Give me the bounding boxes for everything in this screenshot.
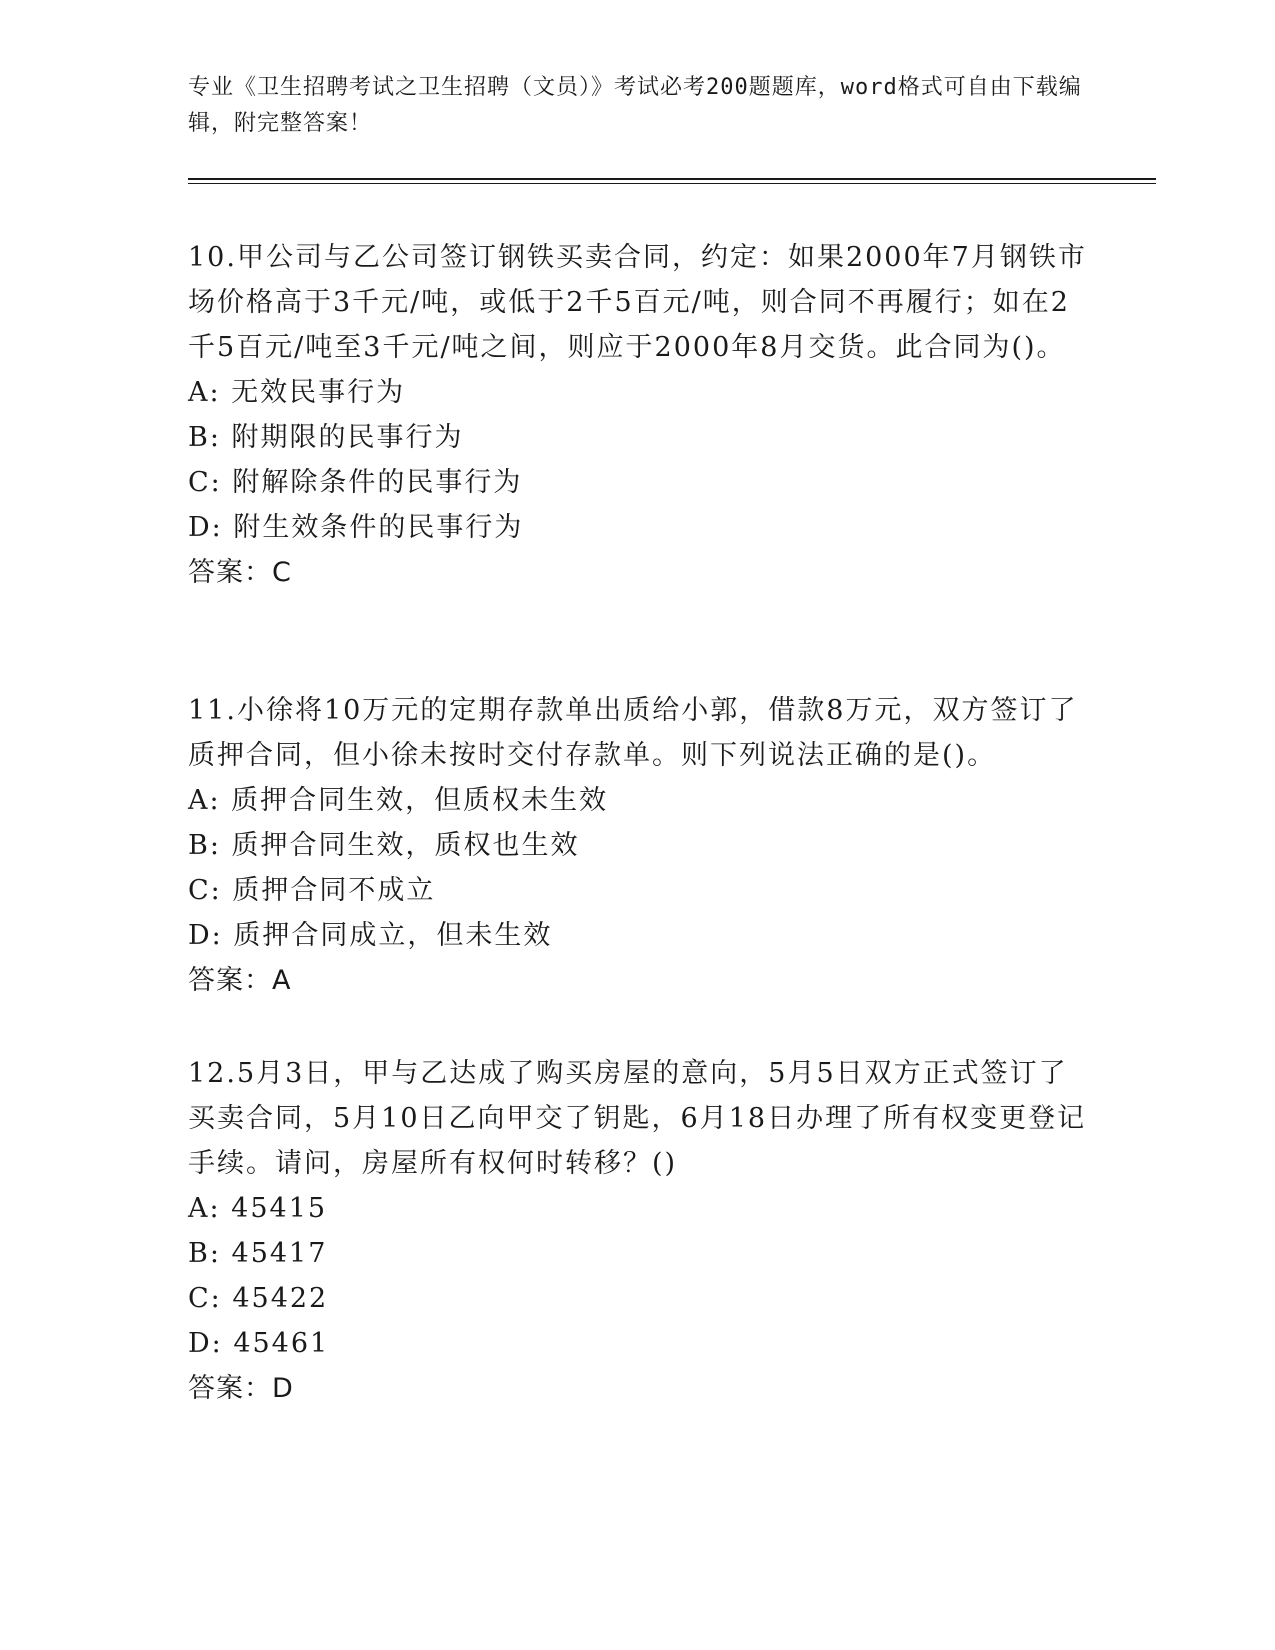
header-divider-thick bbox=[188, 178, 1156, 180]
question-stem: 12.5月3日，甲与乙达成了购买房屋的意向，5月5日双方正式签订了买卖合同，5月10日乙向甲交了钥匙，6月18日办理了所有权变更登记手续。请问，房屋所有权何时转移？() bbox=[188, 1058, 1087, 1179]
question-11 bbox=[188, 688, 1088, 1003]
answer-line: 答案：D bbox=[188, 1373, 294, 1404]
option-a: A: 45415 bbox=[188, 1193, 328, 1224]
question-stem: 10.甲公司与乙公司签订钢铁买卖合同，约定：如果2000年7月钢铁市场价格高于3千元/吨，或低于2千5百元/吨，则合同不再履行；如在2千5百元/吨至3千元/吨之间，则应于2000年8月交货。此合同为()。 bbox=[188, 242, 1087, 363]
option-d: D: 质押合同成立，但未生效 bbox=[188, 920, 553, 951]
answer-line: 答案：C bbox=[188, 557, 292, 588]
option-b: B: 附期限的民事行为 bbox=[188, 422, 464, 453]
question-10 bbox=[188, 235, 1088, 595]
option-d: D: 45461 bbox=[188, 1328, 330, 1359]
option-d: D: 附生效条件的民事行为 bbox=[188, 512, 524, 543]
option-b: B: 45417 bbox=[188, 1238, 328, 1269]
document-intro: 专业《卫生招聘考试之卫生招聘（文员）》考试必考200题题库，word格式可自由下载编辑，附完整答案！ bbox=[188, 75, 1082, 136]
option-c: C: 质押合同不成立 bbox=[188, 875, 436, 906]
answer-line: 答案：A bbox=[188, 965, 292, 996]
header-divider-thin bbox=[188, 183, 1156, 184]
option-c: C: 附解除条件的民事行为 bbox=[188, 467, 523, 498]
option-b: B: 质押合同生效，质权也生效 bbox=[188, 830, 580, 861]
option-a: A: 质押合同生效，但质权未生效 bbox=[188, 785, 609, 816]
question-stem: 11.小徐将10万元的定期存款单出质给小郭，借款8万元，双方签订了质押合同，但小徐未按时交付存款单。则下列说法正确的是()。 bbox=[188, 695, 1078, 771]
option-a: A: 无效民事行为 bbox=[188, 377, 406, 408]
question-12 bbox=[188, 1051, 1088, 1411]
option-c: C: 45422 bbox=[188, 1283, 329, 1314]
